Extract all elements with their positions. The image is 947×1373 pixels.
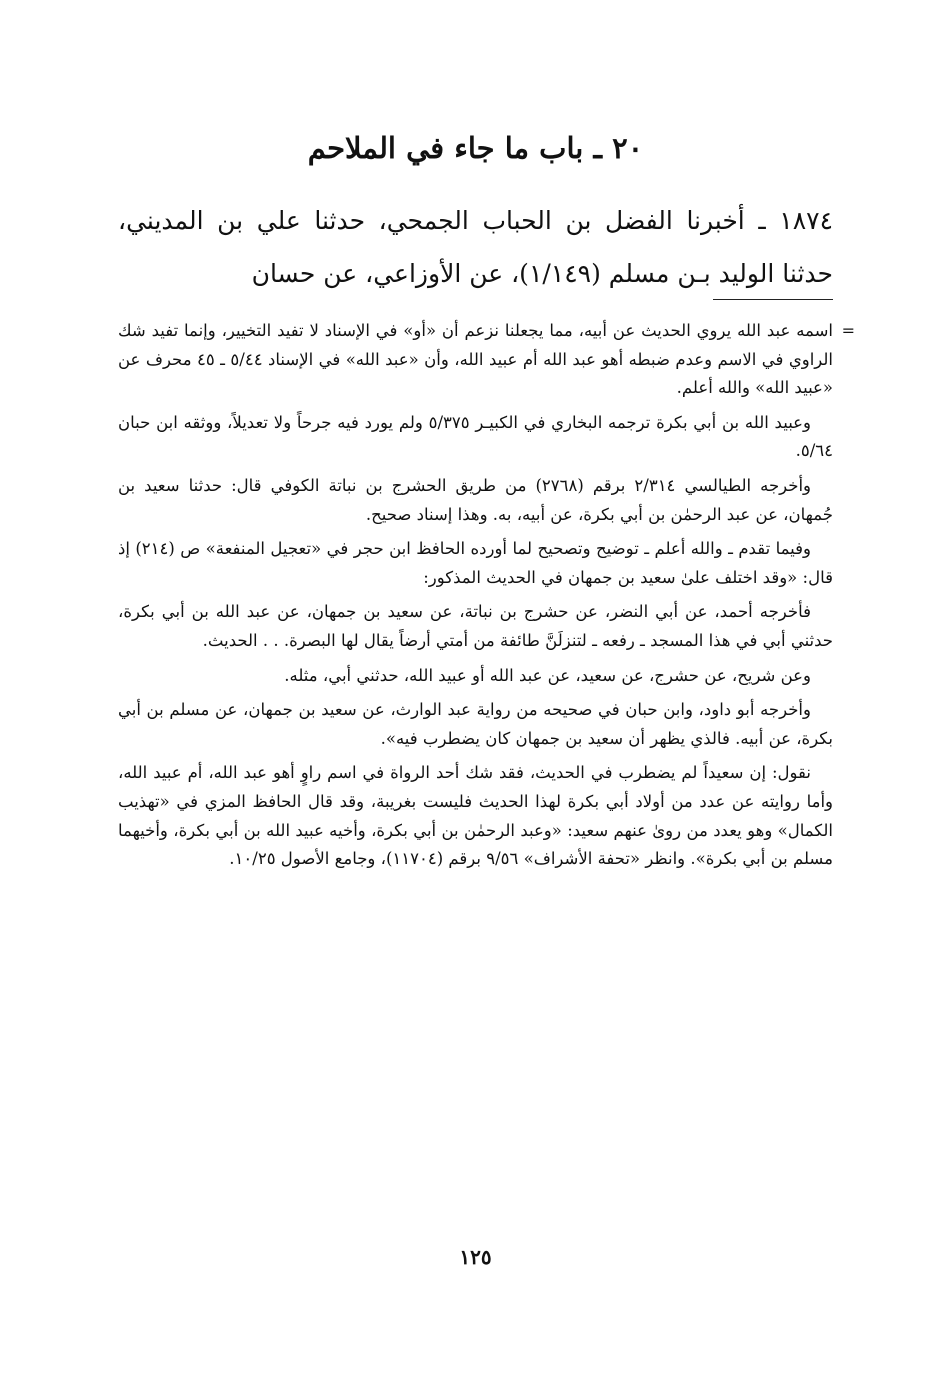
continuation-mark: = [841, 321, 855, 340]
footnote-paragraph: وأخرجه أبو داود، وابن حبان في صحيحه من رواية عبد الوارث، عن سعيد بن جمهان، عن مسلم بن أبي بكرة، عن أبيه. فالذي يظهر أن سعيد بن جمهان كان يضطرب فيه». [118, 700, 833, 748]
chapter-title: ٢٠ ـ باب ما جاء في الملاحم [307, 131, 644, 165]
footnote-paragraph [118, 317, 855, 403]
footnote-text: اسمه عبد الله يروي الحديث عن أبيه، مما يجعلنا نزعم أن «أو» في الإسناد لا تفيد التخيير، وإنما تفيد شك الراوي في الاسم وعدم ضبطه أهو عبد الله أم عبيد الله، وأن «عبد الله» في الإسناد ٥/٤٤ ـ ٤٥ محرف عن «عبيد الله» والله أعلم. [118, 321, 834, 398]
footnote-paragraph: فأخرجه أحمد، عن أبي النضر، عن حشرج بن نباتة، عن سعيد بن جمهان، عن عبد الله بن أبي بكرة، حدثني أبي في هذا المسجد ـ رفعه ـ لتنزلَنَّ طائفة من أمتي أرضاً يقال لها البصرة. . . الحديث. [118, 602, 833, 650]
footnote-divider [713, 299, 833, 300]
footnote-paragraph: وأخرجه الطيالسي ٢/٣١٤ برقم (٢٧٦٨) من طريق الحشرج بن نباتة الكوفي قال: حدثنا سعيد بن جُمهان، عن عبد الرحمٰن بن أبي بكرة، عن أبيه، به. وهذا إسناد صحيح. [118, 475, 833, 524]
book-page [118, 0, 855, 1373]
footnote-paragraph: وعن شريح، عن حشرج، عن سعيد، عن عبد الله أو عبيد الله، حدثني أبي، مثله. [284, 665, 811, 685]
footnote-paragraph: وفيما تقدم ـ والله أعلم ـ توضيح وتصحيح لما أورده الحافظ ابن حجر في «تعجيل المنفعة» ص (٢١٤) إذ قال: «وقد اختلف علىٰ سعيد بن جمهان في الحديث المذكور: [118, 539, 833, 587]
hadith-text: ١٨٧٤ ـ أخبرنا الفضل بن الحباب الجمحي، حدثنا علي بن المديني، حدثنا الوليد بـن مسلم (١/١٤٩)، عن الأوزاعي، عن حسان [118, 206, 833, 288]
page-number: ١٢٥ [459, 1245, 492, 1269]
footnote-paragraph: نقول: إن سعيداً لم يضطرب في الحديث، فقد شك أحد الرواة في اسم راوٍ أهو عبد الله، أم عبيد الله، وأما روايته عن عدد من أولاد أبي بكرة لهذا الحديث فليست بغريبة، وقد قال الحافظ المزي في «تهذيب الكمال» وهو يعدد من روىٰ عنهم سعيد: «وعبد الرحمٰن بن أبي بكرة، وأخيه عبيد الله بن أبي بكرة، وأخيهما مسلم بن أبي بكرة». وانظر «تحفة الأشراف» ٩/٥٦ برقم (١١٧٠٤)، وجامع الأصول ١٠/٢٥. [118, 763, 833, 869]
footnotes-section [118, 317, 855, 880]
footnote-paragraph: وعبيد الله بن أبي بكرة ترجمه البخاري في الكبيـر ٥/٣٧٥ ولم يورد فيه جرحاً ولا تعديلاً، ووثقه ابن حبان ٥/٦٤. [118, 412, 833, 461]
